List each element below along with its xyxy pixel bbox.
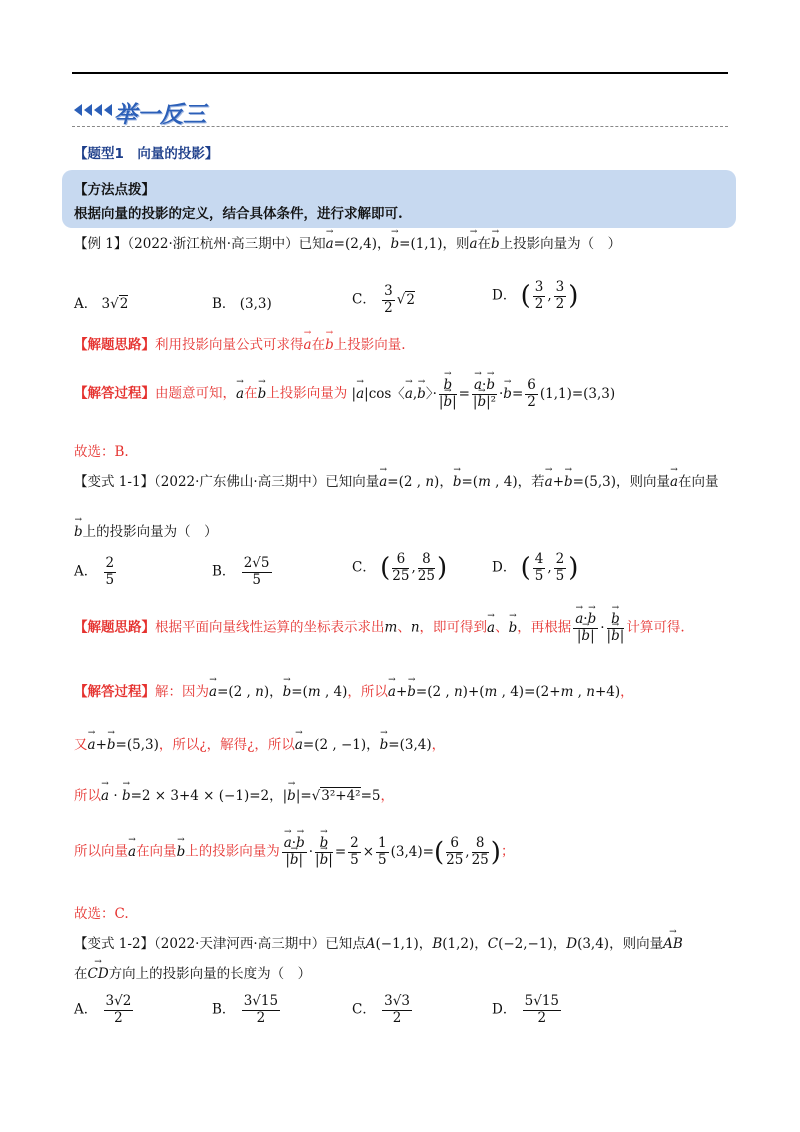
example1-thinking: 【解题思路】利用投影向量公式可求得→ a在→ b上投影向量. — [74, 333, 406, 353]
variant11-process-line3: 所以→ a · → b=2 × 3+4 × (−1)=2，|→ b|=√3²+4²=5， — [74, 784, 394, 804]
variant11-thinking: 【解题思路】根据平面向量线性运算的坐标表示求出m、n，即可得到→ a、→ b，再根据 → $\frac{a\cdot\to b}{|\to b|}$ · → $\frac{b}{|\to b|}$ 计算可得. — [74, 612, 685, 644]
variant11-option-c[interactable]: C． ( $\frac{6}{25}$ , $\frac{8}{25}$ ) — [352, 551, 448, 584]
top-rule — [72, 72, 728, 74]
variant12-stem-line2: 在→ CD方向上的投影向量的长度为（ ） — [74, 962, 311, 982]
variant12-option-a[interactable]: A． $\frac{3√2}{2}$ — [74, 993, 132, 1026]
section-banner — [72, 94, 728, 128]
variant11-process: 【解答过程】解：因为→ a=(2 , n)，→ b=(m , 4)，所以→ a+→ b=(2 , n)+(m , 4)=(2+m , n+4)， — [74, 680, 634, 700]
variant11-stem-line2: → b上的投影向量为（ ） — [74, 520, 218, 540]
variant11-option-a[interactable]: A． $\frac{2}{5}$ — [74, 555, 115, 588]
example1-option-d[interactable]: D． ( $\frac{3}{2}$ , $\frac{3}{2}$ ) — [492, 279, 579, 312]
variant12-option-c[interactable]: C． $\frac{3√3}{2}$ — [352, 993, 410, 1026]
variant12-option-b[interactable]: B． $\frac{3√15}{2}$ — [212, 993, 279, 1026]
example1-option-c[interactable]: C． $\frac{3}{2}$ √2 — [352, 283, 415, 316]
method-heading: 【方法点拨】 — [74, 182, 155, 198]
example1-answer: 故选：B. — [74, 444, 129, 460]
example1-option-a[interactable]: A． 3√2 — [74, 296, 129, 312]
example1-option-b[interactable]: B． (3,3) — [212, 296, 272, 312]
example1-tag: 【例 1】 — [74, 236, 128, 252]
topic-heading: 【题型1 向量的投影】 — [74, 146, 219, 162]
variant11-option-d[interactable]: D． ( $\frac{4}{5}$ , $\frac{2}{5}$ ) — [492, 551, 579, 584]
example1-stem: 【例 1】（2022·浙江杭州·高三期中）已知→ a=(2,4)，→ b=(1,1)，则→ a在→ b上投影向量为（ ） — [74, 232, 621, 252]
example1-process: 【解答过程】由题意可知，→ a在→ b上投影向量为 |→ a|cos〈→ a,→ b〉· → $\frac{b}{|\to b|}$ = → $\frac{a\cdot\to b}{\text{|→ b|²}}$ ·→ b= $\frac{6}{2}$ (1,1)=(3,3) — [74, 378, 615, 410]
banner-divider — [72, 126, 728, 127]
variant12-option-d[interactable]: D． $\frac{5√15}{2}$ — [492, 993, 559, 1026]
variant11-stem: 【变式 1-1】（2022·广东佛山·高三期中）已知向量→ a=(2 , n)，→ b=(m , 4)，若→ a+→ b=(5,3)，则向量→ a在向量 — [74, 470, 719, 490]
variant11-option-b[interactable]: B． $\frac{2√5}{5}$ — [212, 555, 270, 588]
banner-title: 举一反三 — [114, 102, 206, 128]
variant12-stem: 【变式 1-2】（2022·天津河西·高三期中）已知点A(−1,1)，B(1,2)，C(−2,−1)，D(3,4)，则向量→ AB — [74, 932, 683, 952]
variant11-answer: 故选：C. — [74, 906, 129, 922]
variant11-process-line2: 又→ a+→ b=(5,3)，所以¿，解得¿，所以→ a=(2 , −1)，→ b=(3,4)， — [74, 733, 445, 753]
method-body: 根据向量的投影的定义，结合具体条件，进行求解即可. — [74, 206, 403, 222]
variant11-process-line4: 所以向量→ a在向量→ b上的投影向量为 → $\frac{a\cdot\to b}{|\to b|}$ · → $\frac{b}{|\to b|}$ = $\frac{2}{5}$ × $\frac{1}{5}$ (3,4)=( $\frac{6}{25}$ , $\frac{8}{25}$ )； — [74, 836, 514, 868]
